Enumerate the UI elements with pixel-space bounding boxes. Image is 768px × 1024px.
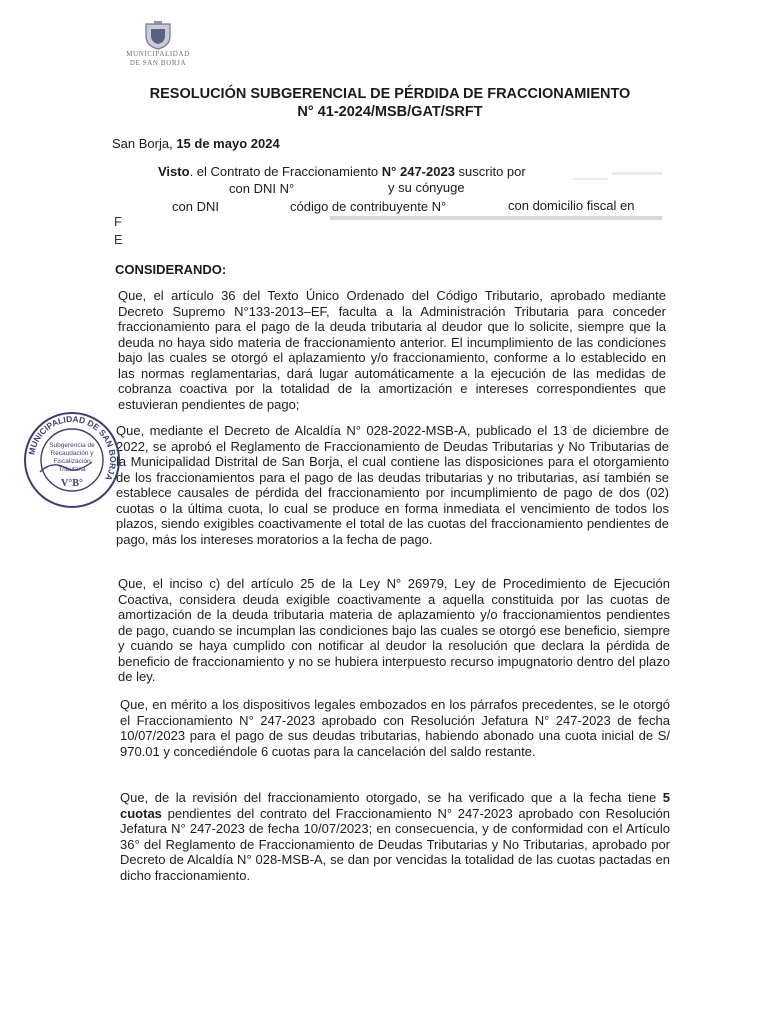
- spouse-label: y su cónyuge: [388, 180, 465, 195]
- date-line: [112, 136, 280, 151]
- taxpayer-code-label: código de contribuyente N°: [290, 199, 447, 214]
- redaction-artifact: [612, 172, 662, 175]
- contract-number: N° 247-2023: [381, 164, 455, 179]
- resolution-title: RESOLUCIÓN SUBGERENCIAL DE PÉRDIDA DE FRACCIONAMIENTO: [149, 86, 631, 102]
- stamp-ring-text: MUNICIPALIDAD DE SAN BORJA: [26, 413, 119, 483]
- stamp-center-line2: Recaudación y: [50, 450, 94, 457]
- date-prefix: San Borja,: [112, 136, 177, 151]
- redaction-artifact: [330, 216, 662, 220]
- paragraph-5-lead: Que, de la revisión del fraccionamiento otorgado, se ha verificado que a la fecha tiene: [120, 790, 663, 805]
- municipal-logo: [118, 20, 198, 68]
- paragraph-4: Que, en mérito a los dispositivos legales embozados en los párrafos precedentes, se le otorgó el Fraccionamiento N° 247-2023 aprobado con Resolución Jefatura N° 247-2023 de fecha 10/07/2023 para el pago de sus deudas tributarias, habiendo abonado una cuota inicial de S/ 970.01 y concediéndole 6 cuotas para la cancelación del saldo restante.: [120, 697, 670, 759]
- edge-fragment-a: F: [114, 214, 122, 229]
- logo-text-line2: DE SAN BORJA: [129, 59, 187, 67]
- visto-label: Visto: [158, 164, 190, 179]
- dni-label: con DNI N°: [229, 181, 295, 196]
- stamp-center-line4: Tributaria: [58, 466, 86, 473]
- visto-line-2: [229, 181, 294, 197]
- paragraph-5: [120, 790, 670, 883]
- date-value: 15 de mayo 2024: [176, 136, 280, 151]
- visto-line-1: [158, 164, 526, 180]
- stamp-center-line3: Fiscalización: [53, 458, 91, 465]
- stamp-center-line1: Subgerencia de: [49, 442, 95, 449]
- paragraph-1: Que, el artículo 36 del Texto Único Ordenado del Código Tributario, aprobado mediante Decreto Supremo N°133-2013–EF, faculta a la Administración Tributaria para conceder fraccionamiento para el pago de la deuda tributaria al deudor que lo solicite, siempre que la deuda no haya sido materia de fraccionamiento anterior. El incumplimiento de las condiciones bajo las cuales se otorgó el aplazamiento y/o fraccionamiento, conforme a lo establecido en las normas reglamentarias, dará lugar automáticamente a la ejecución de las medidas de cobranza coactiva por la totalidad de la amortización e intereses correspondientes que estuvieran pendientes de pago;: [118, 288, 666, 412]
- redaction-artifact: [573, 178, 608, 180]
- visto-text: . el Contrato de Fraccionamiento: [189, 164, 382, 179]
- approval-stamp: [22, 410, 122, 510]
- paragraph-3: Que, el inciso c) del artículo 25 de la Ley N° 26979, Ley de Procedimiento de Ejecución Coactiva, considera deuda exigible coactivamente a aquella constituida por las cuotas de amortización de la deuda tributaria materia de aplazamiento y/o fraccionamientos pendientes de pago, cuando se incumplan las condiciones bajo las cuales se otorgó ese beneficio, siempre y cuando se haya cumplido con notificar al deudor la resolución que declara la pérdida de beneficio de fraccionamiento y no se hubiera interpuesto recurso impugnatorio dentro del plazo de ley.: [118, 576, 670, 684]
- paragraph-2: Que, mediante el Decreto de Alcaldía N° 028-2022-MSB-A, publicado el 13 de diciembre de 2022, se aprobó el Reglamento de Fraccionamiento de Deudas Tributarias y No Tributarias de la Municipalidad Distrital de San Borja, el cual contiene las disposiciones para el otorgamiento de los fraccionamientos para el pago de las deudas tributarias y no tributarias, así también se establece causales de pérdida del fraccionamiento por incumplimiento de pago de dos (02) cuotas o la última cuota, lo cual se produce en forma inmediata el vencimiento de todos los plazos, siendo exigibles coactivamente el total de las cuotas del fraccionamiento pendientes de pago, más los intereses moratorios a la fecha de pago.: [116, 423, 669, 547]
- logo-text-line1: MUNICIPALIDAD: [126, 50, 190, 58]
- considerando-heading: CONSIDERANDO:: [115, 262, 227, 277]
- visto-line-3c: [508, 198, 634, 214]
- spouse-dni-label: con DNI: [172, 199, 219, 214]
- coat-of-arms-icon: [142, 20, 174, 50]
- visto-text-tail: suscrito por: [454, 164, 526, 179]
- edge-fragment-b: E: [114, 232, 123, 247]
- visto-line-3a: [172, 199, 219, 215]
- stamp-vobo: V°B°: [61, 478, 83, 489]
- visto-line-3b: [290, 199, 446, 215]
- fiscal-address-label: con domicilio fiscal en: [508, 198, 635, 213]
- pending-quotas: 5 cuotas: [120, 790, 670, 821]
- visto-line-2b: [388, 180, 465, 196]
- paragraph-5-rest: pendientes del contrato del Fraccionamiento N° 247-2023 aprobado con Resolución Jefatura N° 247-2023 de fecha 10/07/2023; en consecuencia, y de conformidad con el Artículo 36° del Reglamento de Fraccionamiento de Deudas Tributarias y No Tributarias, aprobado por Decreto de Alcaldía N° 028-MSB-A, se dan por vencidas la totalidad de las cuotas pactadas en dicho fraccionamiento.: [120, 805, 670, 883]
- resolution-number: N° 41-2024/MSB/GAT/SRFT: [297, 104, 483, 120]
